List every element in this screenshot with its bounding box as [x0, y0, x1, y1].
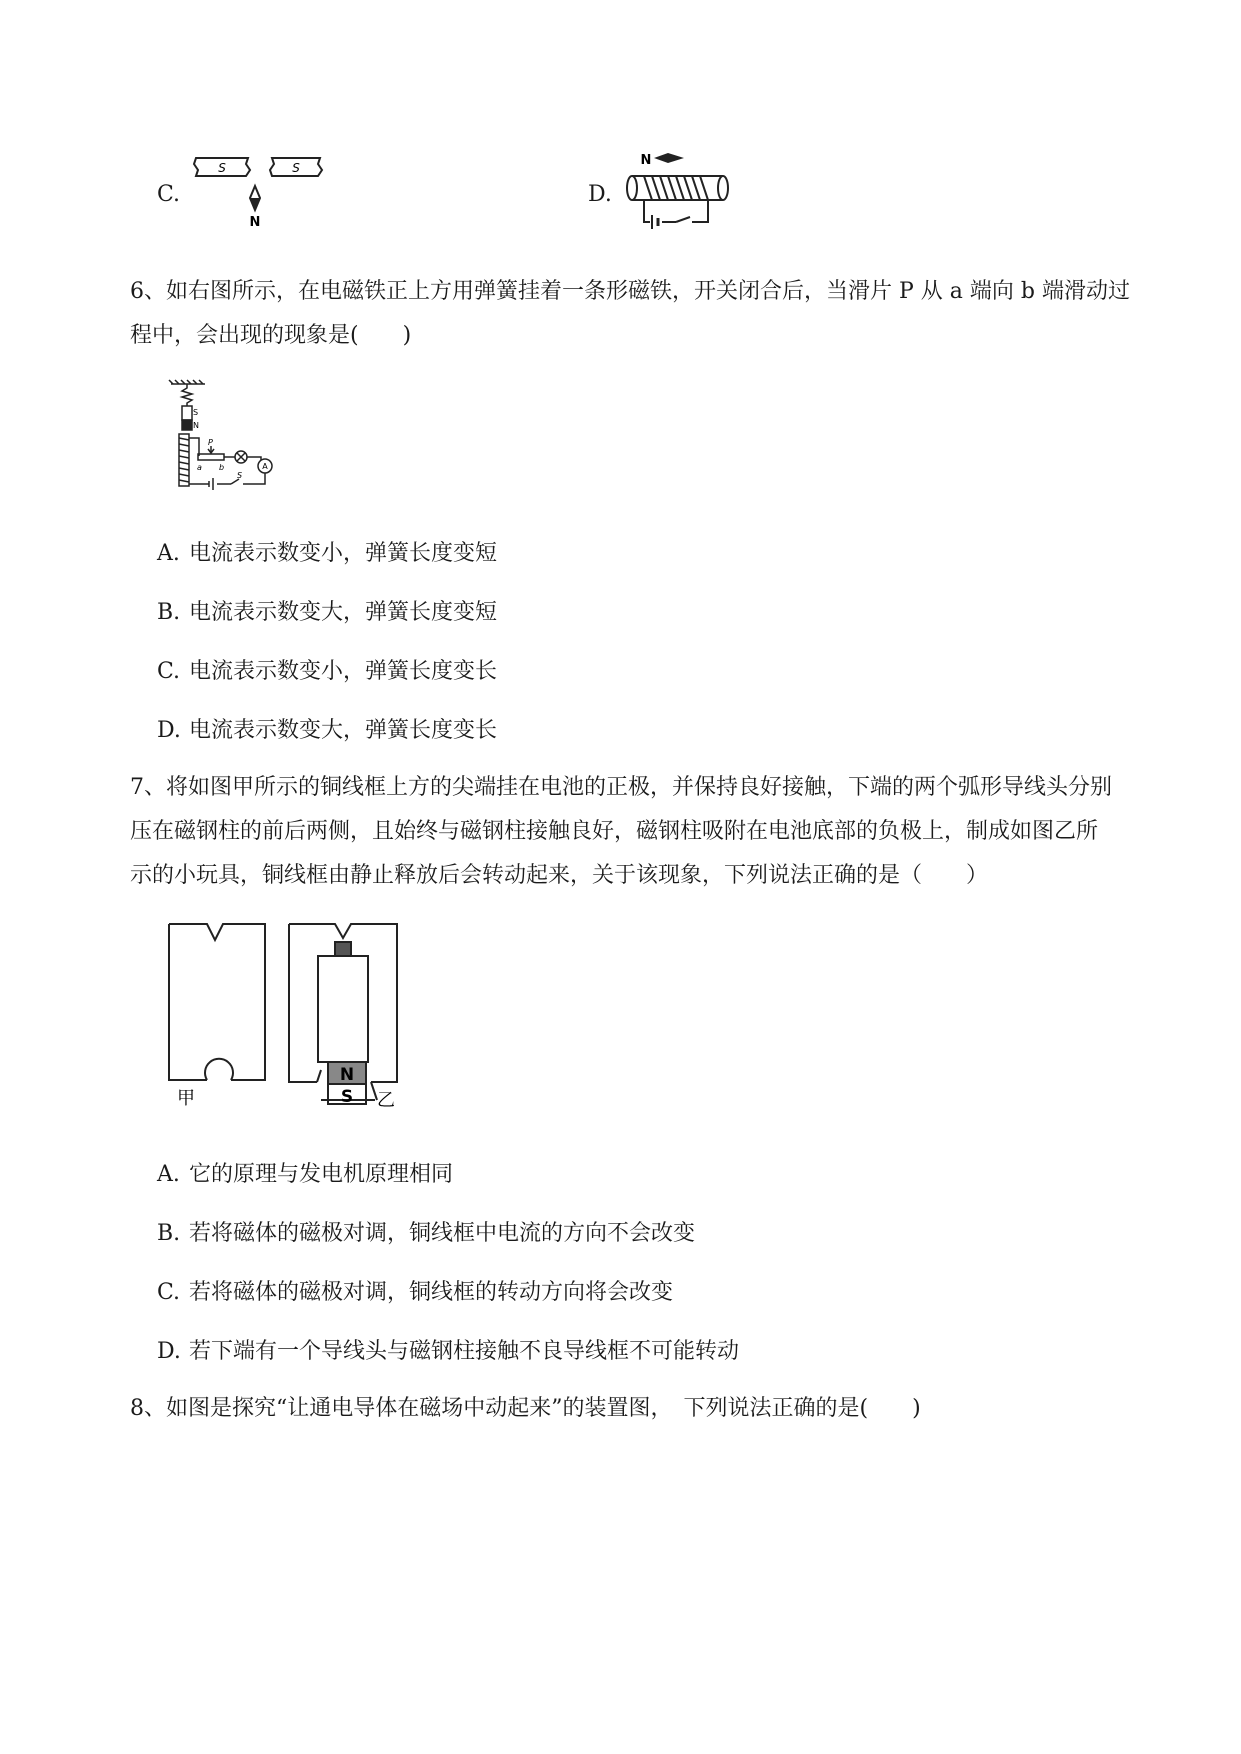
- q7-option-b-text: 若将磁体的磁极对调，铜线框中电流的方向不会改变: [189, 1221, 696, 1246]
- fig6-slider-p: P: [208, 438, 213, 447]
- q7-option-c: [157, 1280, 673, 1306]
- q6-option-c: [157, 659, 497, 685]
- magnet-left-pole: S: [218, 161, 226, 175]
- question-6-figure: [165, 380, 280, 495]
- question-7-stem-line-2: 压在磁钢柱的前后两侧，且始终与磁钢柱接触良好，磁钢柱吸附在电池底部的负极上，制成如图乙所: [130, 819, 1099, 844]
- question-7-figure: [165, 920, 410, 1115]
- option-c-figure: [188, 152, 328, 232]
- q7-option-a: [157, 1162, 453, 1188]
- q6-option-c-text: 电流表示数变小，弹簧长度变长: [189, 659, 498, 684]
- q6-option-c-letter: C.: [157, 659, 181, 684]
- q6-option-a-text: 电流表示数变小，弹簧长度变短: [189, 541, 498, 566]
- q6-option-b-letter: B.: [157, 600, 181, 625]
- question-8-stem: [130, 1387, 1130, 1431]
- option-d-figure: [620, 148, 735, 236]
- question-6-stem-line-2: 程中，会出现的现象是( ): [130, 323, 412, 348]
- question-8-stem-line-1: 8、如图是探究“让通电导体在磁场中动起来”的装置图， 下列说法正确的是( ): [130, 1396, 921, 1421]
- needle-pole: N: [249, 215, 261, 230]
- question-7-stem-line-3: 示的小玩具，铜线框由静止释放后会转动起来，关于该现象，下列说法正确的是（ ）: [130, 863, 989, 888]
- q7-option-d-text: 若下端有一个导线头与磁钢柱接触不良导线框不可能转动: [189, 1339, 740, 1364]
- q6-option-a-letter: A.: [157, 541, 180, 566]
- q7-option-b-letter: B.: [157, 1221, 181, 1246]
- q7-option-c-text: 若将磁体的磁极对调，铜线框的转动方向将会改变: [189, 1280, 674, 1305]
- option-c-label: C.: [157, 182, 181, 207]
- fig7-label-jia: 甲: [177, 1088, 195, 1109]
- q7-option-d-letter: D.: [157, 1339, 181, 1364]
- fig6-switch-s: S: [237, 471, 243, 480]
- q6-option-a: [157, 541, 497, 567]
- q6-option-b-text: 电流表示数变大，弹簧长度变短: [189, 600, 498, 625]
- fig6-magnet-s: S: [193, 408, 199, 417]
- question-6-stem: [130, 270, 1130, 358]
- q7-option-d: [157, 1339, 739, 1365]
- q7-option-c-letter: C.: [157, 1280, 181, 1305]
- fig6-end-a: a: [197, 463, 202, 472]
- fig6-magnet-n: N: [193, 421, 199, 430]
- question-7-stem-line-1: 7、将如图甲所示的铜线框上方的尖端挂在电池的正极，并保持良好接触，下端的两个弧形导线头分别: [130, 775, 1113, 800]
- compass-pole: N: [640, 153, 652, 168]
- q7-option-a-text: 它的原理与发电机原理相同: [189, 1162, 454, 1187]
- q6-option-d: [157, 718, 497, 744]
- fig6-ammeter-a: A: [262, 462, 268, 471]
- question-6-stem-line-1: 6、如右图所示，在电磁铁正上方用弹簧挂着一条形磁铁，开关闭合后，当滑片 P 从 a 端向 b 端滑动过: [130, 279, 1130, 304]
- q6-option-d-letter: D.: [157, 718, 181, 743]
- fig6-end-b: b: [219, 463, 225, 472]
- option-d-label: D.: [588, 182, 612, 207]
- q6-option-d-text: 电流表示数变大，弹簧长度变长: [189, 718, 498, 743]
- fig7-pole-n: N: [339, 1065, 355, 1085]
- magnet-right-pole: S: [292, 161, 300, 175]
- q7-option-b: [157, 1221, 695, 1247]
- fig7-label-yi: 乙: [377, 1090, 395, 1111]
- question-7-stem: [130, 766, 1130, 898]
- fig7-pole-s: S: [340, 1087, 354, 1107]
- q7-option-a-letter: A.: [157, 1162, 180, 1187]
- q6-option-b: [157, 600, 497, 626]
